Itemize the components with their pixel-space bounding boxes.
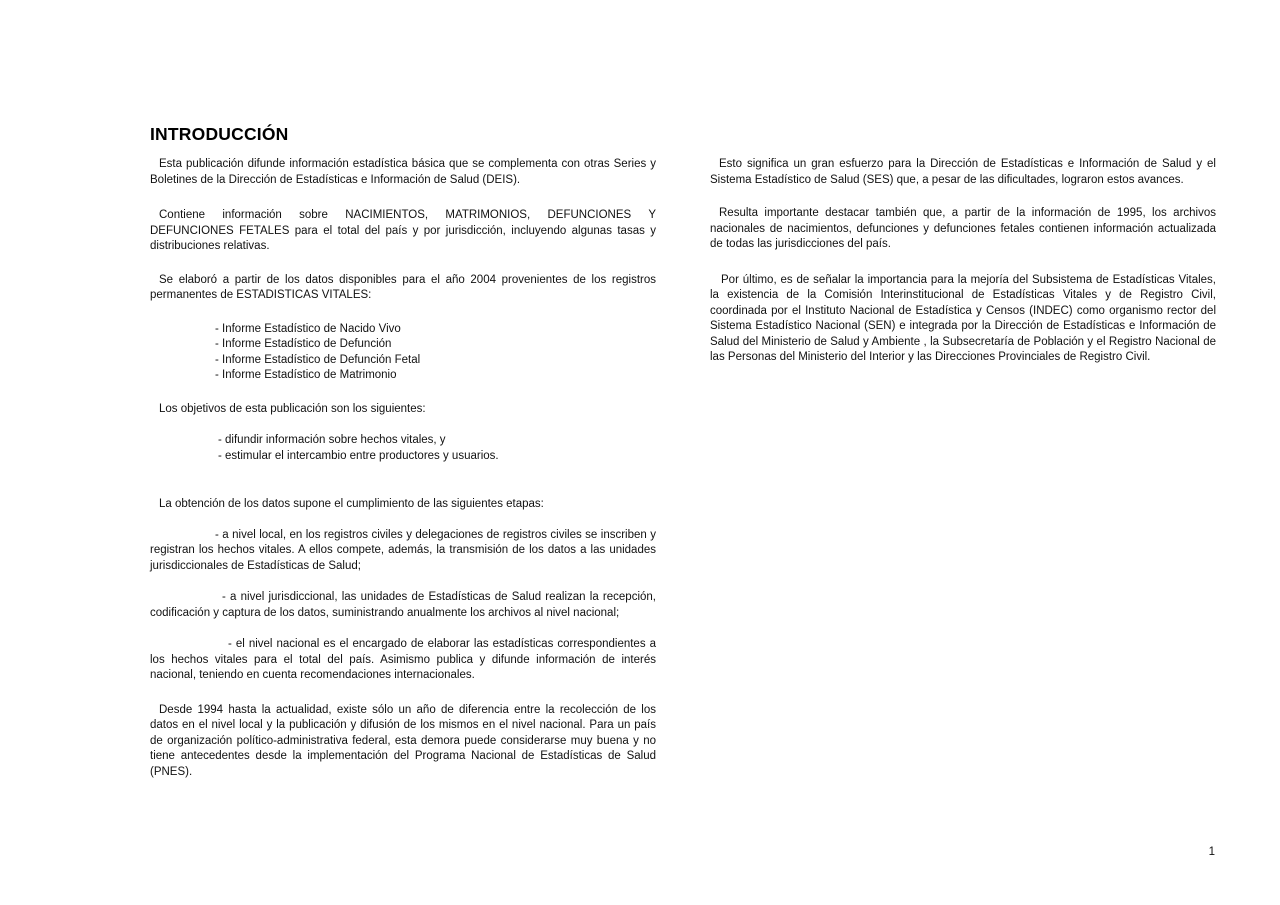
list-item-estimular: - estimular el intercambio entre productores y usuarios. — [218, 449, 499, 462]
page-title: INTRODUCCIÓN — [150, 124, 289, 144]
document-content — [150, 124, 1216, 780]
left-column — [150, 157, 656, 780]
list-item-defuncion: - Informe Estadístico de Defunción — [215, 338, 392, 350]
informe-list — [215, 322, 656, 384]
list-item-matrimonio: - Informe Estadístico de Matrimonio — [215, 369, 397, 381]
list-item-nacido-vivo: - Informe Estadístico de Nacido Vivo — [215, 322, 401, 335]
paragraph-obtencion: La obtención de los datos supone el cumplimiento de las siguientes etapas: — [159, 498, 544, 510]
paragraph-desde-1994: Desde 1994 hasta la actualidad, existe sólo un año de diferencia entre la recolección de los datos en el nivel local y la publicación y difusión de los mismos en el nivel nacional. Para un país de organización político-administrativa federal, esta demora puede considerarse muy buena y no tiene antecedentes desde la implementación del Programa Nacional de Estadísticas de Salud (PNES). — [150, 703, 656, 778]
objetivos-list — [218, 433, 656, 464]
paragraph-por-ultimo: Por último, es de señalar la importancia para la mejoría del Subsistema de Estadísticas Vitales, la existencia de la Comisión Interinstitucional de Estadísticas Vitales y de Registro Civil, coordinada por el Instituto Nacional de Estadística y Censos (INDEC) como organismo rector del Sistema Estadístico Nacional (SEN) e integrada por la Dirección de Estadísticas e Información de Salud del Ministerio de Salud y Ambiente , la Subsecretaría de Población y el Registro Nacional de las Personas del Ministerio del Interior y las Direcciones Provinciales de Registro Civil. — [710, 273, 1216, 363]
paragraph-nivel-nacional: - el nivel nacional es el encargado de elaborar las estadísticas correspondientes a los hechos vitales para el total del país. Asimismo publica y difunde información de interés nacional, teniendo en cuenta recomendaciones internacionales. — [150, 638, 656, 681]
list-item-difundir: - difundir información sobre hechos vitales, y — [218, 434, 446, 446]
paragraph-nivel-jurisdiccional: - a nivel jurisdiccional, las unidades de Estadísticas de Salud realizan la recepción, codificación y captura de los datos, suministrando anualmente los archivos al nivel nacional; — [150, 591, 656, 619]
paragraph-contiene: Contiene información sobre NACIMIENTOS, MATRIMONIOS, DEFUNCIONES Y DEFUNCIONES FETALES para el total del país y por jurisdicción, incluyendo algunas tasas y distribuciones relativas. — [150, 209, 656, 252]
paragraph-elaboro: Se elaboró a partir de los datos disponibles para el año 2004 provenientes de los registros permanentes de ESTADISTICAS VITALES: — [150, 273, 656, 301]
paragraph-esto-significa: Esto significa un gran esfuerzo para la Dirección de Estadísticas e Información de Salud y el Sistema Estadístico de Salud (SES) que, a pesar de las dificultades, lograron estos avances. — [710, 158, 1216, 186]
paragraph-nivel-local: - a nivel local, en los registros civiles y delegaciones de registros civiles se inscriben y registran los hechos vitales. A ellos compete, además, la transmisión de los datos a las unidades jurisdiccionales de Estadísticas de Salud; — [150, 528, 656, 572]
paragraph-publicacion: Esta publicación difunde información estadística básica que se complementa con otras Series y Boletines de la Dirección de Estadísticas e Información de Salud (DEIS). — [150, 158, 656, 186]
page-number: 1 — [1208, 846, 1215, 858]
two-column-layout — [150, 157, 1216, 780]
paragraph-resulta: Resulta importante destacar también que, a partir de la información de 1995, los archivos nacionales de nacimientos, defunciones y defunciones fetales contienen información actualizada de todas las jurisdicciones del país. — [710, 207, 1216, 250]
paragraph-objetivos: Los objetivos de esta publicación son los siguientes: — [159, 402, 426, 415]
list-item-defuncion-fetal: - Informe Estadístico de Defunción Fetal — [215, 353, 421, 366]
right-column — [710, 157, 1216, 366]
